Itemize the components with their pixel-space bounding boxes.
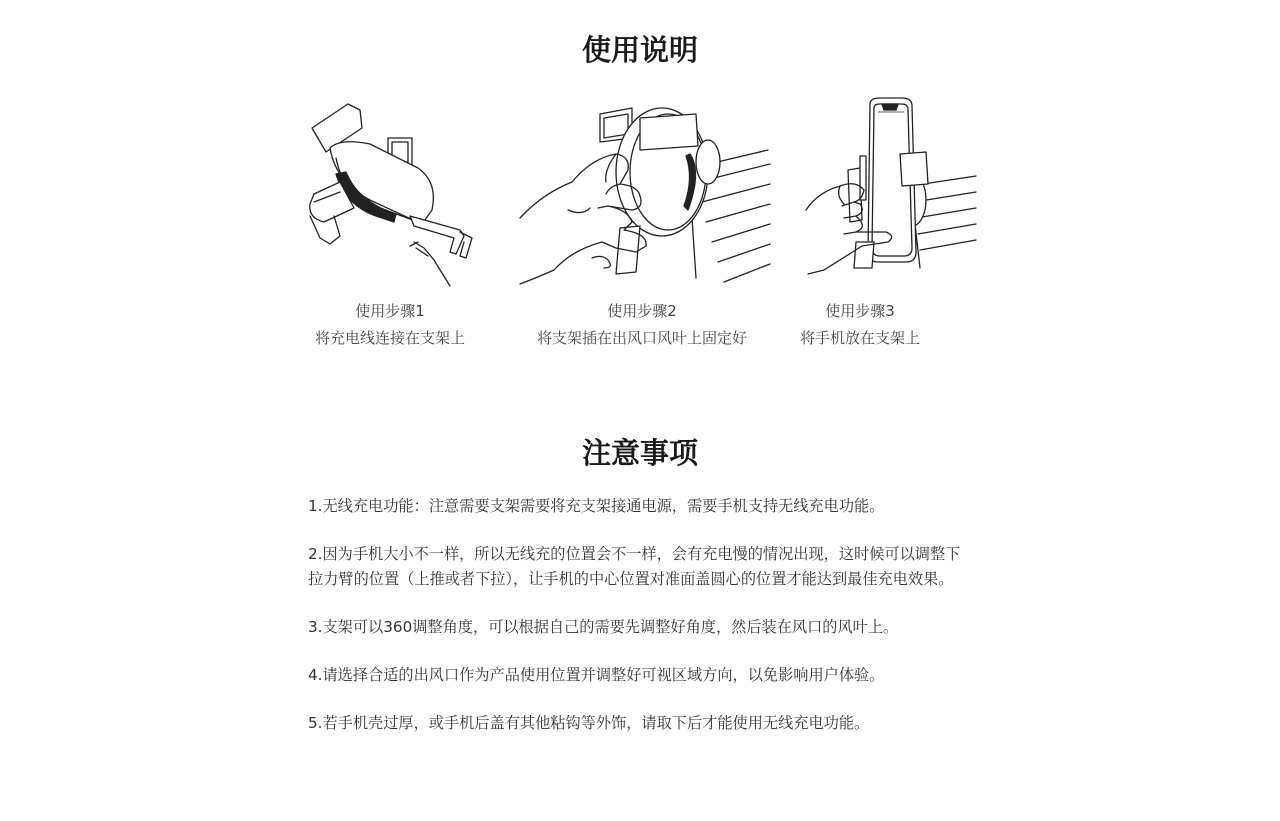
note-item: 4.请选择合适的出风口作为产品使用位置并调整好可视区域方向，以免影响用户体验。 — [308, 665, 885, 684]
step-1-description: 将充电线连接在支架上 — [314, 329, 465, 347]
step-1-title: 使用步骤1 — [355, 302, 425, 320]
note-item: 5.若手机壳过厚，或手机后盖有其他粘钩等外饰，请取下后才能使用无线充电功能。 — [308, 713, 870, 732]
note-item: 3.支架可以360调整角度，可以根据自己的需要先调整好角度，然后装在风口的风叶上。 — [308, 617, 899, 636]
phone-place-on-mount-icon — [800, 92, 980, 282]
usage-step-1 — [300, 298, 480, 352]
usage-step-2 — [510, 298, 774, 352]
note-item: 2.因为手机大小不一样，所以无线充的位置会不一样，会有充电慢的情况出现，这时候可以调整下拉力臂的位置（上推或者下拉），让手机的中心位置对准面盖圆心的位置才能达到最佳充电效果。 — [308, 545, 961, 588]
step-3-description: 将手机放在支架上 — [799, 329, 920, 347]
usage-section-title: 使用说明 — [581, 33, 698, 67]
notes-list — [308, 494, 973, 759]
notes-section-title: 注意事项 — [581, 436, 698, 470]
note-item: 1.无线充电功能：注意需要支架需要将充支架接通电源，需要手机支持无线充电功能。 — [308, 497, 885, 515]
mount-insert-vent-icon — [512, 98, 776, 288]
step-2-title: 使用步骤2 — [607, 302, 677, 320]
step-2-description: 将支架插在出风口风叶上固定好 — [536, 329, 747, 347]
usage-step-3 — [780, 298, 940, 352]
charger-cable-attach-icon — [300, 98, 480, 293]
step-3-title: 使用步骤3 — [825, 302, 895, 320]
